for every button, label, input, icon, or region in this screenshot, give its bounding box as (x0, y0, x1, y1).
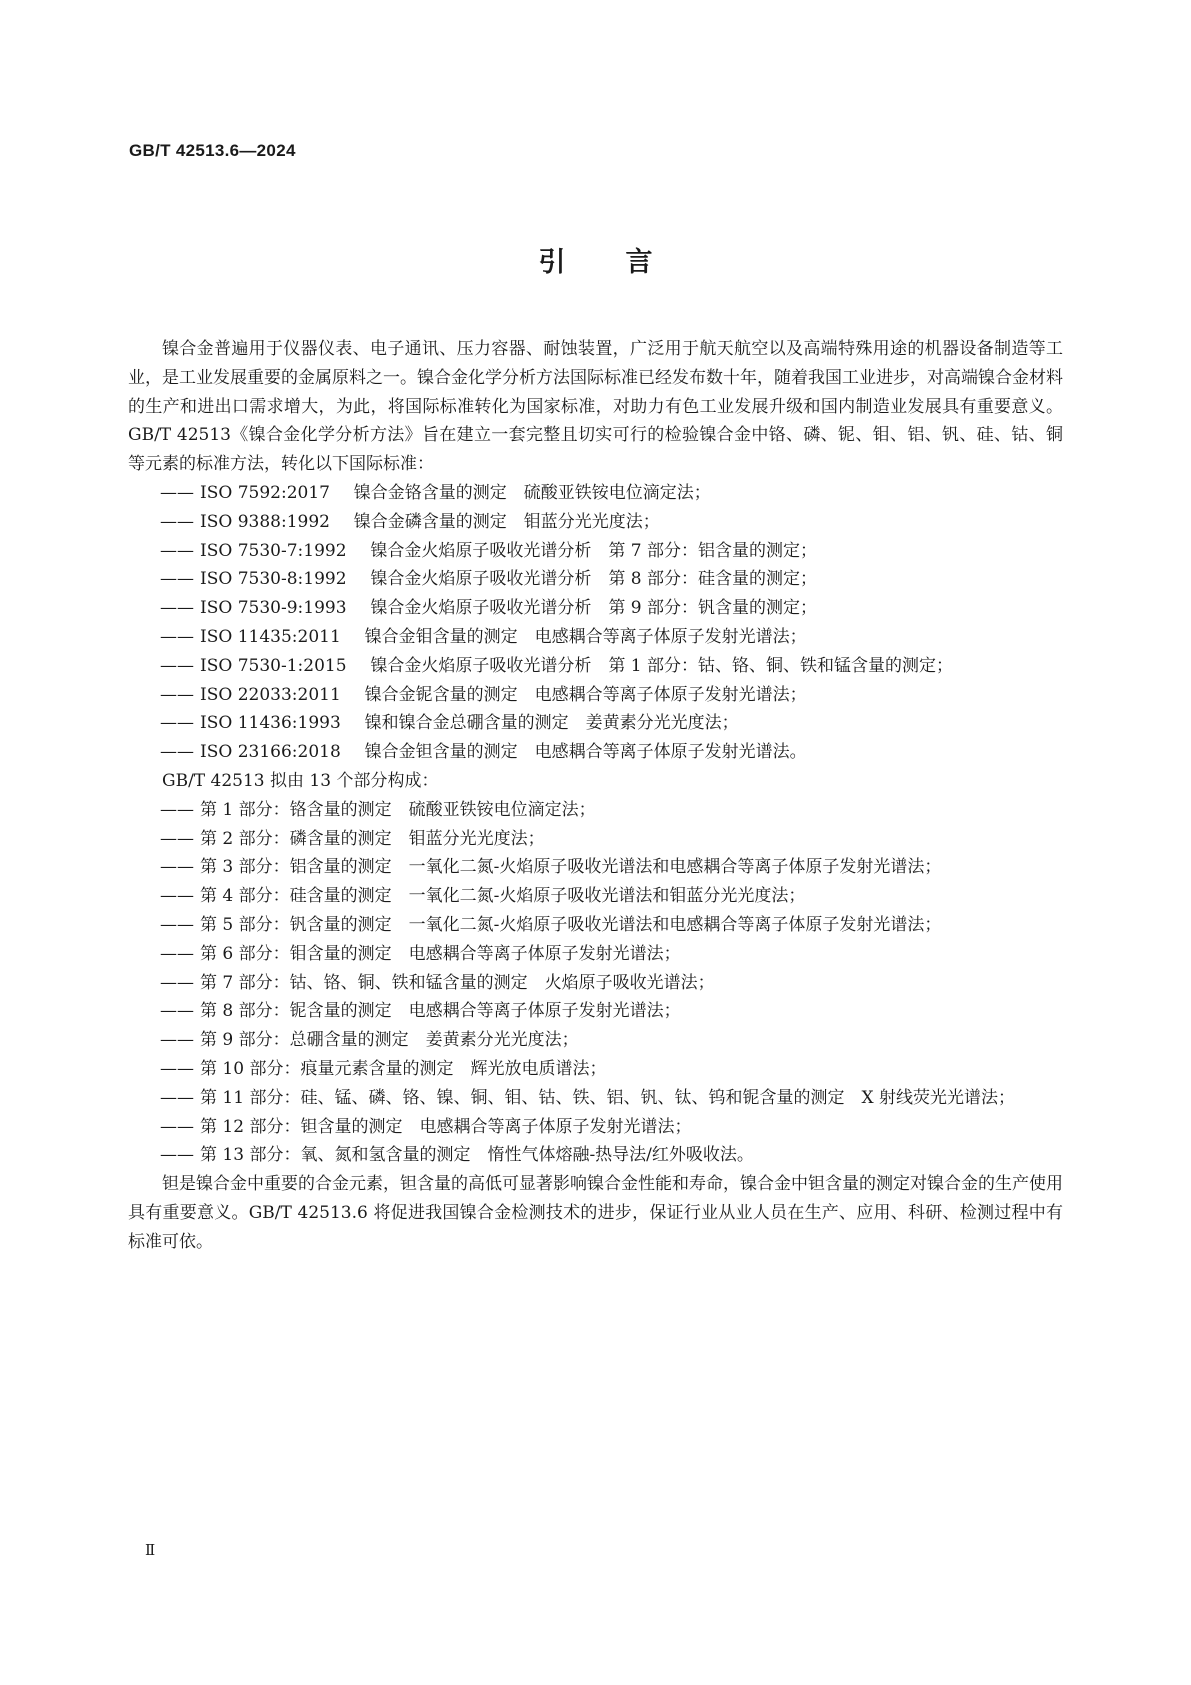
list-dash: —— (160, 482, 194, 503)
iso-code: ISO 9388:1992 (200, 511, 330, 532)
section-title: 引言 (538, 247, 713, 278)
iso-title: 镍合金铬含量的测定 硫酸亚铁铵电位滴定法； (353, 482, 711, 503)
closing-paragraph: 钽是镍合金中重要的合金元素，钽含量的高低可显著影响镍合金性能和寿命，镍合金中钽含量的测定对镍合金的生产使用具有重要意义。GB/T 42513.6 将促进我国镍合金检测技术的进步，保证行业从业人员在生产、应用、科研、检测过程中有标准可依。 (128, 1174, 1063, 1252)
iso-code: ISO 7530-8:1992 (200, 569, 347, 590)
list-dash: —— (160, 569, 194, 590)
list-dash: —— (160, 1145, 194, 1166)
list-item (128, 479, 1063, 508)
part-title: 第 5 部分：钒含量的测定 一氧化二氮-火焰原子吸收光谱法和电感耦合等离子体原子发射光谱法； (200, 914, 942, 935)
list-dash: —— (160, 914, 194, 935)
list-dash: —— (160, 828, 194, 849)
list-dash: —— (160, 511, 194, 532)
iso-code: ISO 7592:2017 (200, 482, 330, 503)
list-item (128, 882, 1063, 911)
part-title: 第 7 部分：钴、铬、铜、铁和锰含量的测定 火焰原子吸收光谱法； (200, 972, 715, 993)
list-item (128, 796, 1063, 825)
iso-title: 镍合金磷含量的测定 钼蓝分光光度法； (353, 511, 660, 532)
part-title: 第 6 部分：钼含量的测定 电感耦合等离子体原子发射光谱法； (200, 943, 681, 964)
list-dash: —— (160, 684, 194, 705)
standard-code: GB/T 42513.6—2024 (129, 141, 296, 160)
list-dash: —— (160, 1058, 194, 1079)
iso-code: ISO 7530-1:2015 (200, 655, 347, 676)
parts-intro: GB/T 42513 拟由 13 个部分构成： (162, 770, 439, 791)
part-title: 第 11 部分：硅、锰、磷、铬、镍、铜、钼、钴、铁、铝、钒、钛、钨和铌含量的测定 X 射线荧光光谱法； (200, 1087, 1015, 1108)
list-item (128, 681, 1063, 710)
iso-title: 镍合金铌含量的测定 电感耦合等离子体原子发射光谱法； (364, 684, 807, 705)
list-item (128, 709, 1063, 738)
list-item (128, 1141, 1063, 1170)
part-title: 第 9 部分：总硼含量的测定 姜黄素分光光度法； (200, 1030, 579, 1051)
list-dash: —— (160, 713, 194, 734)
list-dash: —— (160, 540, 194, 561)
part-title: 第 3 部分：铝含量的测定 一氧化二氮-火焰原子吸收光谱法和电感耦合等离子体原子发射光谱法； (200, 857, 942, 878)
list-dash: —— (160, 943, 194, 964)
list-item (128, 1055, 1063, 1084)
intro-paragraph: 镍合金普遍用于仪器仪表、电子通讯、压力容器、耐蚀装置，广泛用于航天航空以及高端特殊用途的机器设备制造等工业，是工业发展重要的金属原料之一。镍合金化学分析方法国际标准已经发布数十年，随着我国工业进步，对高端镍合金材料的生产和进出口需求增大，为此，将国际标准转化为国家标准，对助力有色工业发展升级和国内制造业发展具有重要意义。GB/T 42513《镍合金化学分析方法》旨在建立一套完整且切实可行的检验镍合金中铬、磷、铌、钼、铝、钒、硅、钴、铜等元素的标准方法，转化以下国际标准： (128, 339, 1063, 475)
list-item (128, 565, 1063, 594)
part-title: 第 13 部分：氧、氮和氢含量的测定 惰性气体熔融-热导法/红外吸收法。 (200, 1145, 754, 1166)
list-dash: —— (160, 799, 194, 820)
iso-title: 镍合金火焰原子吸收光谱分析 第 1 部分：钴、铬、铜、铁和锰含量的测定； (370, 655, 953, 676)
list-item (128, 1084, 1063, 1113)
list-item (128, 853, 1063, 882)
part-title: 第 10 部分：痕量元素含量的测定 辉光放电质谱法； (200, 1058, 607, 1079)
iso-title: 镍合金火焰原子吸收光谱分析 第 8 部分：硅含量的测定； (370, 569, 817, 590)
list-dash: —— (160, 886, 194, 907)
iso-code: ISO 11435:2011 (200, 626, 341, 647)
iso-title: 镍合金火焰原子吸收光谱分析 第 9 部分：钒含量的测定； (370, 598, 817, 619)
list-dash: —— (160, 598, 194, 619)
list-item (128, 969, 1063, 998)
part-title: 第 4 部分：硅含量的测定 一氧化二氮-火焰原子吸收光谱法和钼蓝分光光度法； (200, 886, 806, 907)
part-title: 第 8 部分：铌含量的测定 电感耦合等离子体原子发射光谱法； (200, 1001, 681, 1022)
list-item (128, 594, 1063, 623)
list-item (128, 940, 1063, 969)
list-item (128, 652, 1063, 681)
iso-code: ISO 23166:2018 (200, 742, 341, 763)
list-item (128, 1026, 1063, 1055)
iso-title: 镍合金钽含量的测定 电感耦合等离子体原子发射光谱法。 (364, 742, 807, 763)
list-dash: —— (160, 655, 194, 676)
iso-code: ISO 7530-9:1993 (200, 598, 347, 619)
iso-standard-list (128, 479, 1063, 767)
list-dash: —— (160, 626, 194, 647)
list-dash: —— (160, 1030, 194, 1051)
iso-title: 镍合金火焰原子吸收光谱分析 第 7 部分：铝含量的测定； (370, 540, 817, 561)
list-dash: —— (160, 1001, 194, 1022)
list-dash: —— (160, 972, 194, 993)
page-number: Ⅱ (145, 1541, 156, 1559)
part-title: 第 2 部分：磷含量的测定 钼蓝分光光度法； (200, 828, 545, 849)
iso-code: ISO 7530-7:1992 (200, 540, 347, 561)
list-item (128, 825, 1063, 854)
list-item (128, 508, 1063, 537)
part-title: 第 1 部分：铬含量的测定 硫酸亚铁铵电位滴定法； (200, 799, 596, 820)
parts-list (128, 796, 1063, 1170)
document-body (128, 335, 1063, 1257)
list-item (128, 1113, 1063, 1142)
list-item (128, 623, 1063, 652)
list-dash: —— (160, 1087, 194, 1108)
part-title: 第 12 部分：钽含量的测定 电感耦合等离子体原子发射光谱法； (200, 1116, 692, 1137)
iso-code: ISO 11436:1993 (200, 713, 341, 734)
list-dash: —— (160, 857, 194, 878)
list-item (128, 537, 1063, 566)
list-dash: —— (160, 742, 194, 763)
iso-title: 镍和镍合金总硼含量的测定 姜黄素分光光度法； (364, 713, 739, 734)
list-item (128, 911, 1063, 940)
iso-code: ISO 22033:2011 (200, 684, 341, 705)
iso-title: 镍合金钼含量的测定 电感耦合等离子体原子发射光谱法； (364, 626, 807, 647)
list-dash: —— (160, 1116, 194, 1137)
list-item (128, 997, 1063, 1026)
list-item (128, 738, 1063, 767)
